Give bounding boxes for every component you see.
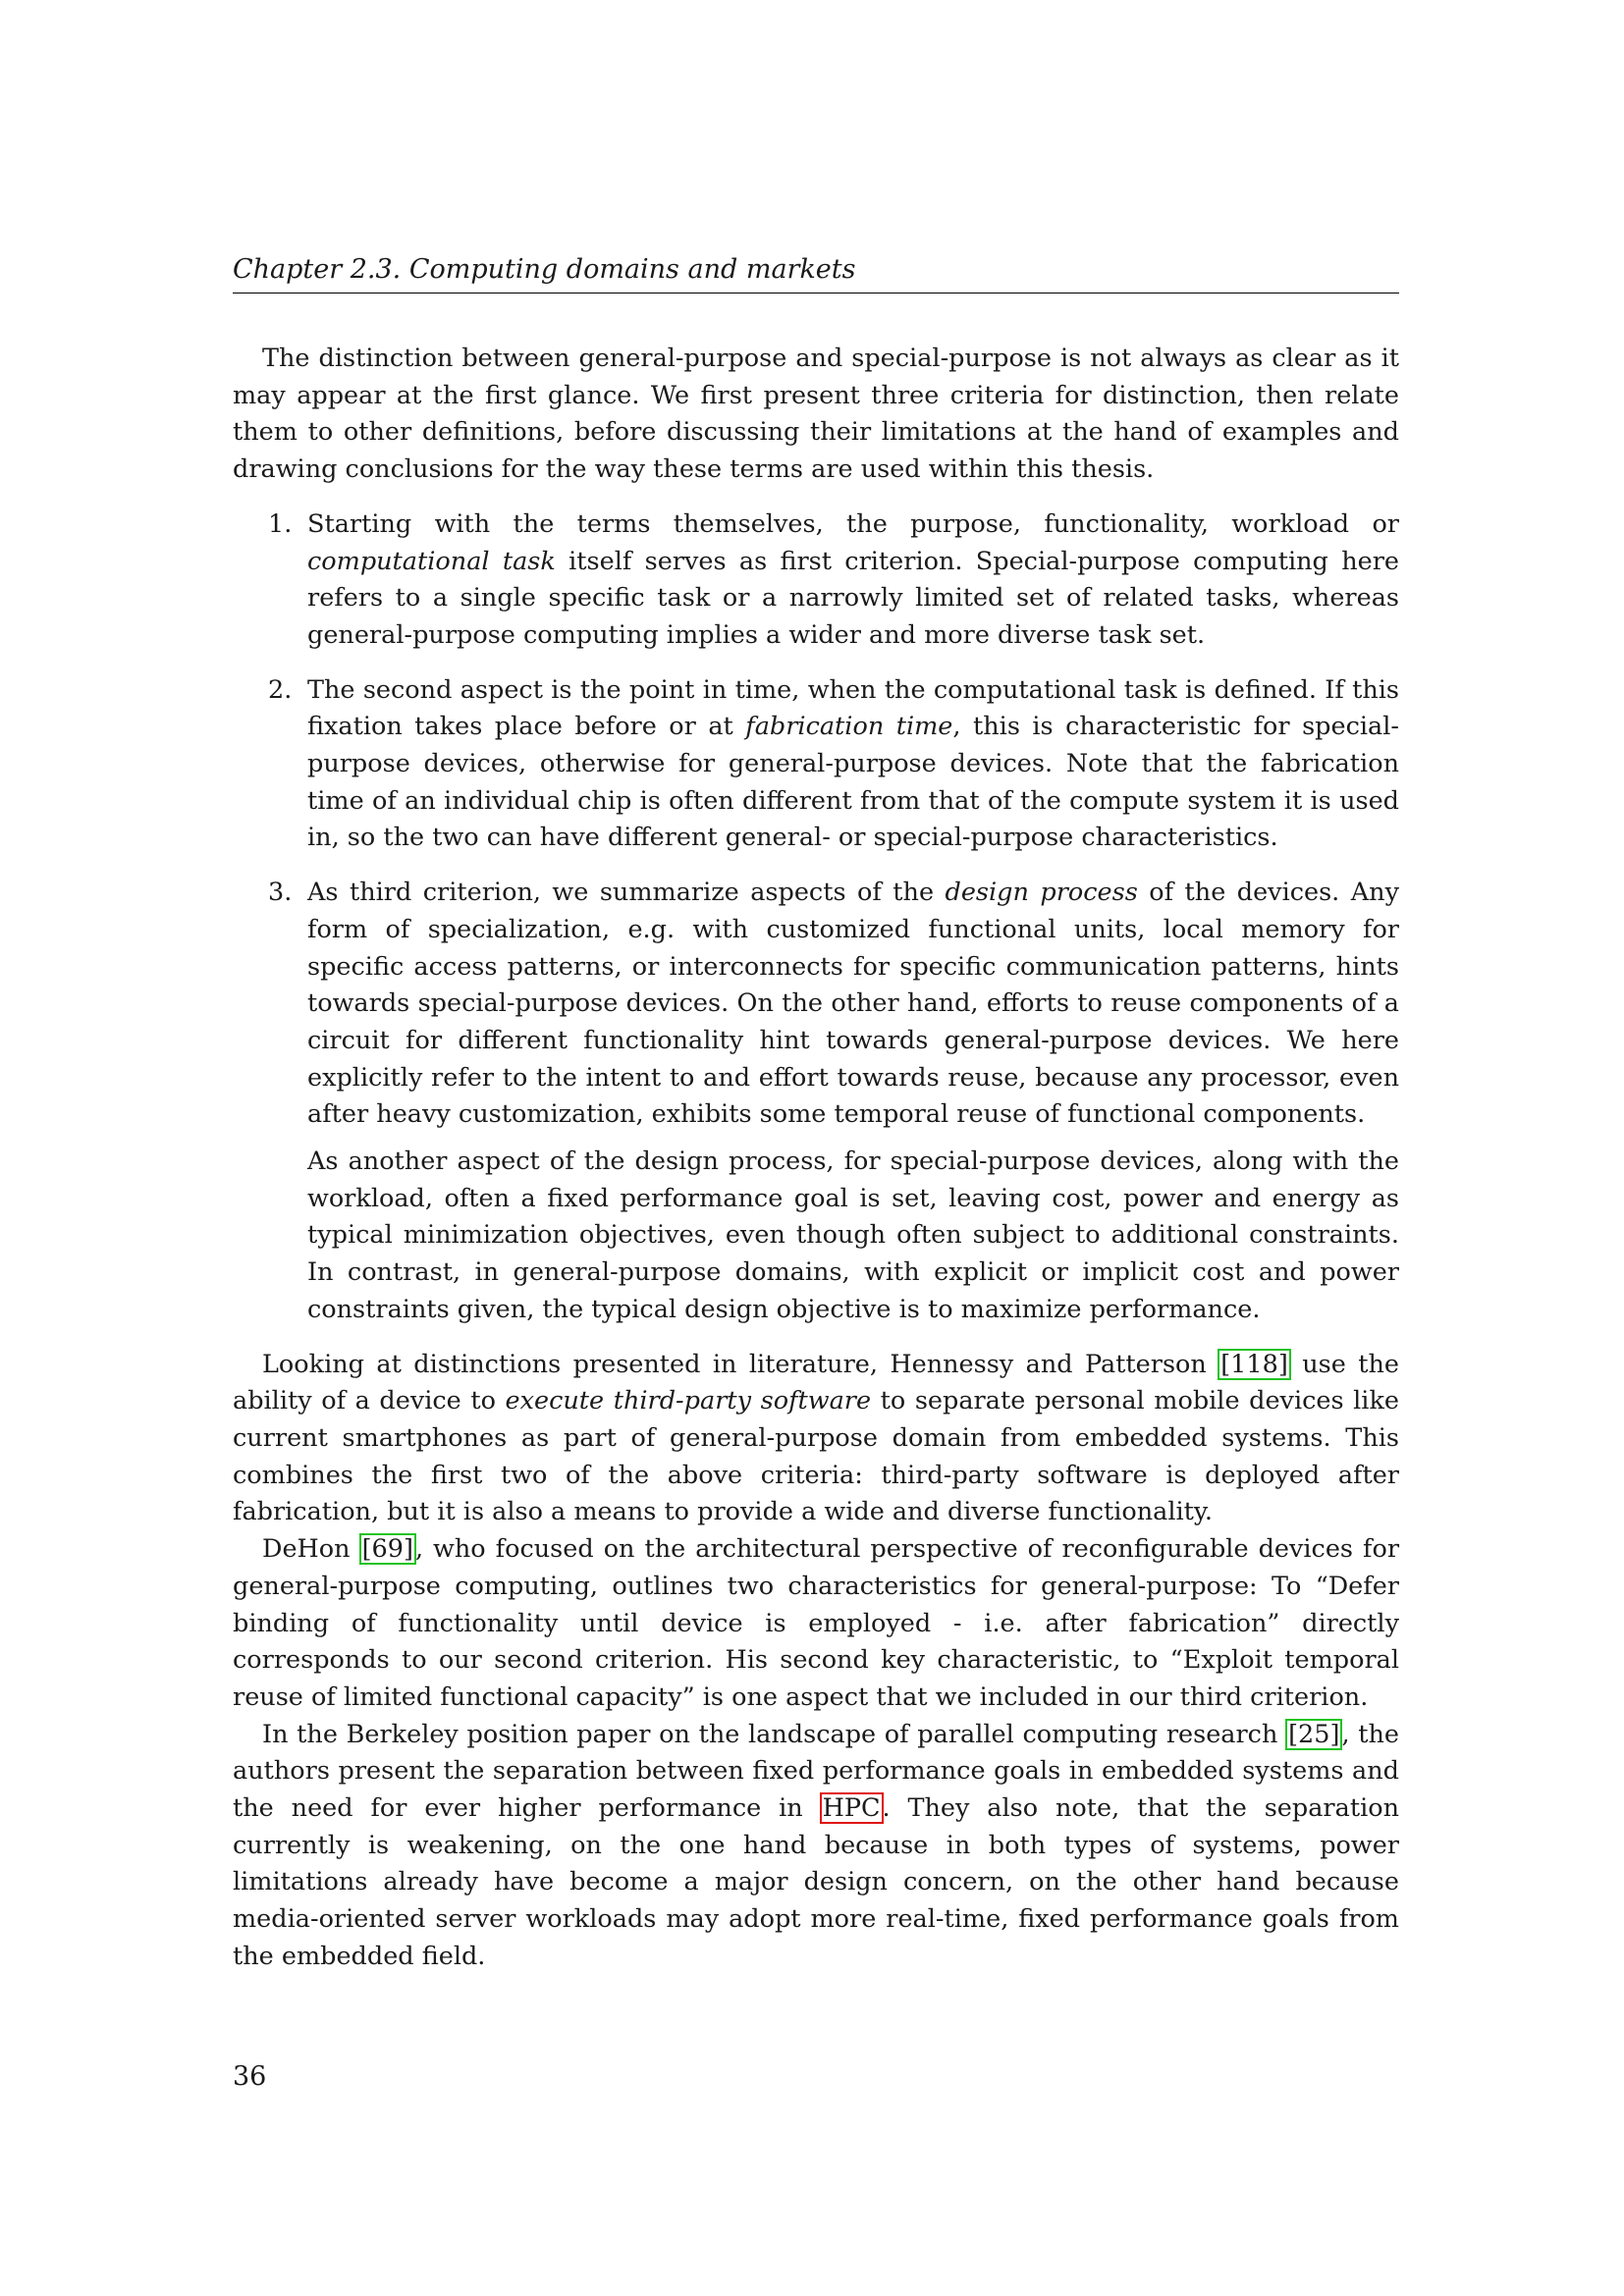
emphasis: design process [945,878,1138,908]
paragraph-text: In the Berkeley position paper on the landscape of parallel computing research [262,1719,1287,1749]
list-number: 3. [268,878,293,908]
main-text [233,341,1399,1976]
running-header: Chapter 2.3. Computing domains and markets [233,253,1399,294]
paragraph-text: . They also note, that the separation currently is weakening, on the one hand because in both types of systems, power limitations already have become a major design concern, on the other hand because media-oriented server workloads may adopt more real-time, fixed performance goals from the embedded field. [233,1793,1399,1971]
criteria-list [233,507,1399,1329]
intro-paragraph: The distinction between general-purpose and special-purpose is not always as clear as it may appear at the first glance. We first present three criteria for distinction, then relate them to other definitions, before discussing their limitations at the hand of examples and drawing conclusions for the way these terms are used within this thesis. [233,344,1399,485]
criterion-text: Starting with the terms themselves, the purpose, functionality, workload or [307,508,1399,539]
emphasis: fabrication time [745,712,953,742]
acronym-link[interactable]: HPC [822,1793,881,1824]
page-body [233,253,1399,1976]
hennessy-paragraph [233,1347,1399,1532]
paragraph-text: , who focused on the architectural perspective of reconfigurable devices for general-purpose computing, outlines two characteristics for general-purpose: To “Defer binding of functionality until device is employed - i.e. after fabrication” directly corresponds to our second criterion. His second key characteristic, to “Exploit temporal reuse of limited functional capacity” is one aspect that we included in our third criterion. [233,1534,1400,1712]
criterion-text: , this is characteristic for special-purpose devices, otherwise for general-purpose devices. Note that the fabrication time of an individual chip is often different from that of the compute system it is used in, so the two can have different general- or special-purpose characteristics. [307,712,1399,853]
criterion-text: As third criterion, we summarize aspects of the [307,878,946,908]
paragraph-text: to separate personal mobile devices like current smartphones as part of general-purpose domain from embedded systems. This combines the first two of the above criteria: third-party software is deployed after fabrication, but it is also a means to provide a wide and diverse functionality. [233,1386,1400,1527]
citation-link[interactable]: [69] [361,1534,413,1565]
citation-link[interactable]: [25] [1288,1719,1340,1749]
criterion-text: The second aspect is the point in time, when the computational task is defined. If this fixation takes place before or at [307,674,1399,742]
criterion-text: itself serves as first criterion. Special-purpose computing here refers to a single specific task or a narrowly limited set of related tasks, whereas general-purpose computing implies a wider and more diverse task set. [307,546,1399,650]
criterion-item-2 [233,672,1399,858]
citation-link[interactable]: [118] [1220,1349,1288,1379]
paragraph-text: DeHon [262,1534,360,1565]
page-number: 36 [233,2061,267,2092]
criterion-text: of the devices. Any form of specialization, e.g. with customized functional units, local memory for specific access patterns, or interconnects for specific communication patterns, hints towards special-purpose devices. On the other hand, efforts to reuse components of a circuit for different functionality hint towards general-purpose devices. We here explicitly refer to the intent to and effort towards reuse, because any processor, even after heavy customization, exhibits some temporal reuse of functional components. [307,878,1400,1130]
criterion-continuation: As another aspect of the design process, for special-purpose devices, along with the workload, often a fixed performance goal is set, leaving cost, power and energy as typical minimization objectives, even though often subject to additional constraints. In contrast, in general-purpose domains, with explicit or implicit cost and power constraints given, the typical design objective is to maximize performance. [307,1147,1399,1324]
dehon-paragraph [233,1531,1399,1717]
list-number: 2. [268,674,293,705]
paragraph-text: use the ability of a device to [233,1349,1399,1416]
emphasis: computational task [307,546,556,576]
paragraph-text: Looking at distinctions presented in literature, Hennessy and Patterson [262,1349,1219,1379]
emphasis: execute third-party software [505,1386,872,1416]
criterion-item-1 [233,507,1399,655]
list-number: 1. [268,508,293,539]
paragraph-text: , the authors present the separation between fixed performance goals in embedded systems and the need for ever higher performance in [233,1719,1399,1824]
criterion-item-3 [233,875,1399,1328]
berkeley-paragraph [233,1717,1399,1976]
